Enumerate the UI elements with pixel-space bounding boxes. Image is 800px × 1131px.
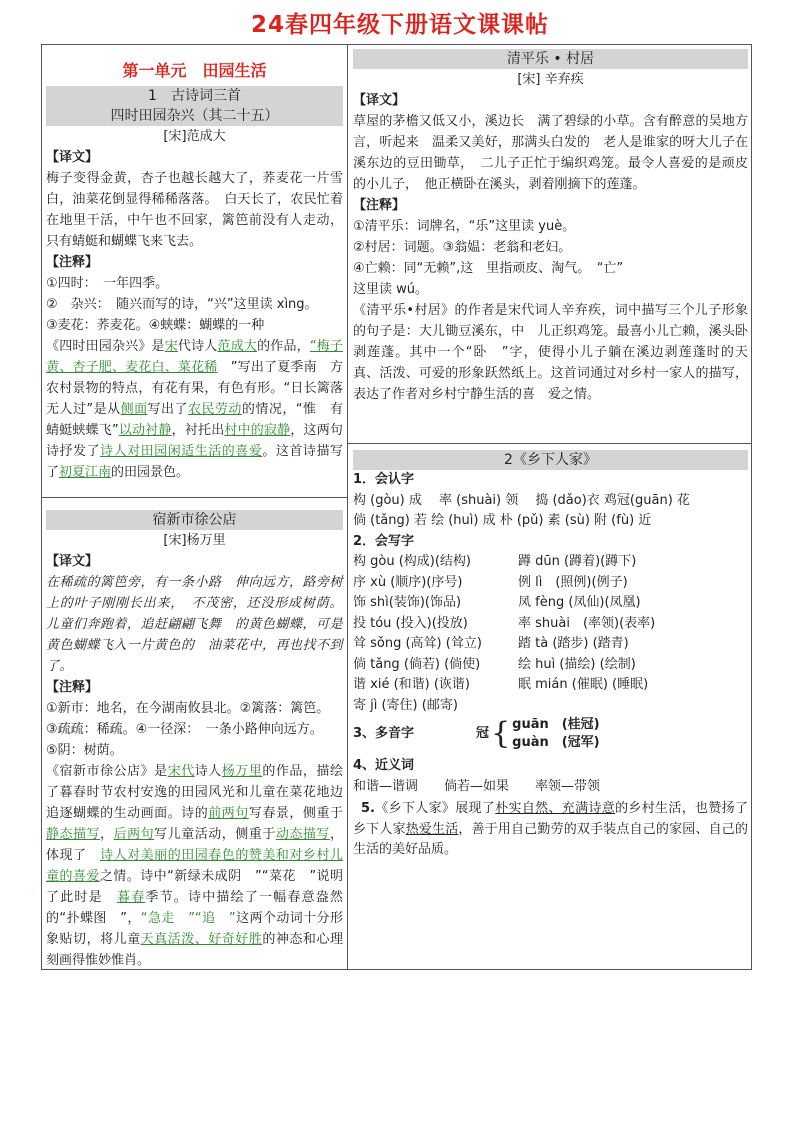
highlight-text: “急走 ”“追 ” (140, 911, 236, 926)
text-run: 的神态和心理刻画得惟妙惟肖。 (46, 932, 343, 968)
s1-line: 倘 (tǎng) 若 绘 (huì) 成 朴 (pǔ) 素 (sù) 附 (fù) 近 (353, 513, 652, 528)
highlight-text: 村中的寂静 (224, 423, 291, 438)
s2-row (353, 573, 748, 594)
highlight-text: 宋 (164, 339, 178, 354)
text-run: ，这两句诗抒发了 (46, 423, 343, 459)
text-run: 写出了 (147, 402, 188, 417)
poem2-translation: 在稀疏的篱笆旁，有一条小路 伸向远方，路旁树上的叶子刚刚长出来， 不茂密，还没形成树荫。儿童们奔跑着，追赶翩翩飞舞 的黄色蝴蝶，可是黄色蝴蝶飞入一片黄色的 油菜花中，再也找不到了。 (46, 575, 344, 674)
highlight-text: 以动衬静 (118, 423, 172, 438)
poem2-yiwen-label: 【译文】 (46, 554, 99, 569)
text-run: ， (100, 827, 114, 842)
s2-word: 凤 fèng (凤仙)(凤凰) (518, 595, 641, 610)
poem3-translation: 草屋的茅檐又低又小，溪边长 满了碧绿的小草。含有醉意的吴地方言，听起来 温柔又美好，那满头白发的 老人是谁家的呀大儿子在溪东边的豆田锄草， 二儿子正忙于编织鸡笼。最令人喜爱的是顽皮的小儿子， 他正横卧在溪头，剥着刚摘下的莲蓬。 (353, 114, 748, 192)
poem1-author: [宋]范成大 (163, 129, 226, 144)
poem1-title: 四时田园杂兴（其二十五） (46, 106, 343, 126)
underlined-text: 热爱生活 (405, 821, 459, 837)
poem2-title: 宿新市徐公店 (46, 510, 343, 530)
text-run: 的田园景色。 (111, 465, 190, 480)
s2-row (353, 614, 748, 635)
highlight-text: 前两句 (208, 806, 249, 821)
s2-label: 2．会写字 (353, 533, 415, 549)
highlight-text: 天真活泼、好奇好胜 (140, 932, 263, 947)
text-run: 的作品， (257, 339, 310, 354)
lesson-title: 1 古诗词三首 (46, 86, 343, 106)
s2-word: 绘 huì (描绘) (绘制) (518, 656, 636, 672)
text-run: ，体现了 (46, 827, 343, 863)
s4-text: 和谐—谐调 倘若—如果 率领—带领 (353, 778, 601, 794)
s2-word: 耸 sǒng (高耸) (耸立) (353, 636, 482, 651)
poem3-title: 清平乐 • 村居 (353, 49, 748, 69)
text-run: 代诗人 (177, 339, 218, 354)
text-run: 之情。诗中“新绿未成阴 ”“菜花 ”说明了此时是 (46, 869, 343, 905)
poem2-zhushi-label: 【注释】 (46, 680, 99, 695)
s3-reading: guàn (冠军) (512, 735, 600, 750)
text-run: 《清平乐•村居》的作者是宋代词人辛弃疾，词中描写三个儿子形象的句子是：大儿锄豆溪东，中 儿正织鸡笼。最喜小儿亡赖，溪头卧剥莲蓬。其中一个“卧 ”字，使得小儿子躺在溪边剥莲蓬时的天 真、活泼、可爱的形象跃然纸上。这首词通过对乡村一家人的描写，表达了作者对乡村宁静生活的喜 爱之情。 (353, 303, 762, 402)
text-run: 。这首诗描写了 (46, 444, 343, 480)
text-run: 写儿童活动，侧重于 (154, 827, 276, 842)
text-run: 《宿新市徐公店》是 (46, 764, 168, 779)
s2-row (353, 552, 748, 573)
text-run: 的作品，描绘了暮春时节农村安逸的田园风光和儿童在菜花地边追逐蝴蝶的生动画面。诗的 (46, 764, 343, 821)
highlight-text: 宋代 (167, 764, 195, 779)
highlight-text: 杨万里 (221, 764, 263, 779)
page-title: 24春四年级下册语文课课帖 (250, 12, 549, 38)
s2-word: 率 shuài (率领)(表率) (518, 615, 656, 631)
s2-word: 饰 shì(装饰)(饰品) (353, 595, 462, 610)
s2-word: 投 tóu (投入)(投放) (353, 615, 468, 631)
poem2-note: ⑤阴：树荫。 (46, 743, 123, 758)
poem1-section (46, 58, 343, 483)
s5-text (353, 799, 748, 861)
poem3-zhushi-label: 【注释】 (353, 198, 406, 213)
s2-word: 例 lì (照例)(例子) (518, 574, 628, 590)
highlight-text: 范成大 (217, 339, 258, 354)
s2-extra: 寄 jì (寄住) (邮寄) (353, 697, 458, 713)
highlight-text: 暮春 (117, 890, 146, 905)
s2-row (353, 675, 748, 696)
s3-label: 3、多音字 (353, 725, 415, 741)
unit-title: 第一单元 田园生活 (122, 61, 267, 80)
text-run: 写春景，侧重于 (248, 806, 343, 821)
s3-polyphone (353, 716, 748, 752)
s2-row (353, 593, 748, 614)
right-section-divider (347, 443, 752, 444)
poem3-note: ④亡赖：同“无赖”,这 里指顽皮、淘气。 “亡” (353, 261, 624, 276)
s2-word: 构 gòu (构成)(结构) (353, 554, 471, 569)
poem1-note: ③麦花：荞麦花。④蛱蝶：蝴蝶的一种 (46, 318, 265, 333)
text-run: 的乡村生活，也赞扬了乡下人家 (353, 801, 748, 837)
poem2-section (46, 510, 343, 971)
lesson2-section (353, 450, 748, 861)
poem3-note: 这里读 wú。 (353, 282, 429, 297)
text-run: 《四时田园杂兴》是 (46, 339, 165, 354)
s3-readings (512, 716, 599, 752)
highlight-text: 诗人对田园闲适生活的喜爱 (100, 444, 263, 459)
poem1-analysis (46, 336, 343, 483)
poem2-author: [宋]杨万里 (163, 533, 226, 548)
highlight-text: 动态描写 (275, 827, 330, 842)
poem3-analysis (353, 300, 762, 405)
text-run: ”写出了夏季南 方农村景物的特点，有花有果，有色有形。“日长篱落无人过”是从 (46, 360, 343, 417)
text-run: ，善于用自己勤劳的双手装点自己的家园、自己的生活的美好品质。 (353, 821, 748, 857)
text-run: 《乡下人家》展现了 (374, 801, 496, 816)
poem3-note: ②村居：词题。③翁媪：老翁和老妇。 (353, 240, 572, 255)
text-run: 5. (361, 801, 375, 816)
s1-line: 构 (gòu) 成 率 (shuài) 领 捣 (dǎo)衣 鸡冠(guān) 花 (353, 492, 690, 508)
poem3-note: ①清平乐：词牌名，“乐”这里读 yuè。 (353, 219, 576, 234)
lesson2-title: 2《乡下人家》 (353, 450, 748, 470)
s2-word: 蹲 dūn (蹲着)(蹲下) (518, 554, 637, 569)
brace-icon: { (491, 716, 511, 751)
column-divider (347, 44, 348, 970)
poem1-note: ①四时： 一年四季。 (46, 276, 169, 291)
poem1-translation: 梅子变得金黄，杏子也越长越大了，荞麦花一片雪白，油菜花倒显得稀稀落落。 白天长了，农民忙着在地里干活，中午也不回家，篱笆前没有人走动，只有蜻蜓和蝴蝶飞来飞去。 (46, 171, 343, 249)
text-run: 诗人 (194, 764, 222, 779)
s2-word: 序 xù (顺序)(序号) (353, 574, 463, 590)
s2-row (353, 634, 748, 655)
s2-word: 踏 tà (踏步) (踏青) (518, 636, 629, 651)
highlight-text: 后两句 (113, 827, 155, 842)
poem3-yiwen-label: 【译文】 (353, 93, 406, 108)
s2-word-table (353, 552, 748, 696)
text-run: 的情况，“惟 有蜻蜓蛱蝶飞” (46, 402, 343, 438)
poem2-analysis (46, 761, 343, 971)
highlight-text: 侧面 (120, 402, 148, 417)
s2-word: 眠 mián (催眠) (睡眠) (518, 677, 649, 692)
s3-reading: guān (桂冠) (512, 717, 600, 732)
poem3-section (353, 49, 762, 405)
s2-word: 倘 tǎng (倘若) (倘使) (353, 656, 481, 672)
highlight-text: 静态描写 (46, 827, 101, 842)
text-run: ，衬托出 (171, 423, 225, 438)
highlight-text: 诗人对美丽的田园春色的赞美和对乡村儿童的喜爱 (46, 848, 343, 884)
s2-row (353, 655, 748, 676)
poem2-note: ①新市：地名，在今湖南攸县北。②篱落：篱笆。 (46, 701, 330, 716)
s3-char: 冠 (476, 725, 490, 741)
highlight-text: 初夏江南 (59, 465, 112, 480)
s2-word: 谐 xié (和谐) (诙谐) (353, 677, 470, 692)
s1-label: 1．会认字 (353, 472, 415, 487)
underlined-text: 朴实自然、充满诗意 (495, 801, 616, 816)
highlight-text: 农民劳动 (187, 402, 242, 417)
s4-label: 4、近义词 (353, 758, 415, 773)
poem2-note: ③疏疏：稀疏。④一径深： 一条小路伸向远方。 (46, 722, 323, 737)
text-run: 这两个动词十分形象贴切，将儿童 (46, 911, 343, 947)
text-run: 季节。诗中描绘了一幅春意盎然的“扑蝶图 ”， (46, 890, 343, 926)
poem1-yiwen-label: 【译文】 (46, 150, 99, 165)
poem1-note: ② 杂兴： 随兴而写的诗，“兴”这里读 xìng。 (46, 297, 318, 312)
poem1-zhushi-label: 【注释】 (46, 255, 99, 270)
left-section-divider (41, 497, 348, 498)
poem3-author: [宋] 辛弃疾 (517, 72, 584, 87)
highlight-text: “梅子黄、杏子肥、麦花白、菜花稀 (46, 339, 343, 375)
